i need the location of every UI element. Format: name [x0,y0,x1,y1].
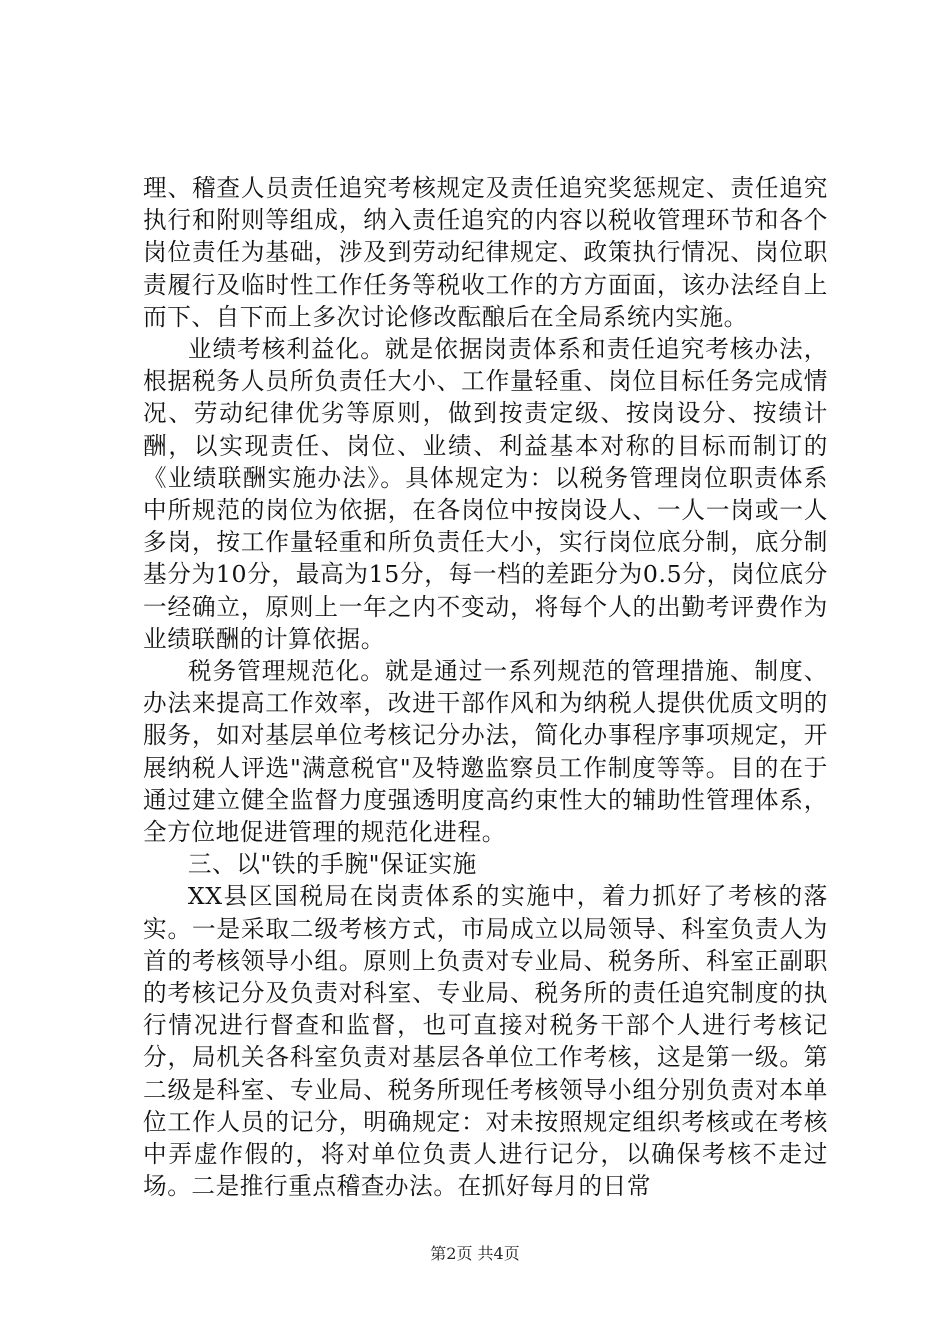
page-number-footer: 第2页 共4页 [430,1244,520,1263]
document-body [143,172,828,1203]
paragraph-4: XX县区国税局在岗责体系的实施中，着力抓好了考核的落实。一是采取二级考核方式，市局成立以局领导、科室负责人为首的考核领导小组。原则上负责对专业局、税务所、科室正副职的考核记分及负责对科室、专业局、税务所的责任追究制度的执行情况进行督查和监督，也可直接对税务干部个人进行考核记分，局机关各科室负责对基层各单位工作考核，这是第一级。第二级是科室、专业局、税务所现任考核领导小组分别负责对本单位工作人员的记分，明确规定：对未按照规定组织考核或在考核中弄虚作假的，将对单位负责人进行记分，以确保考核不走过场。二是推行重点稽查办法。在抓好每月的日常 [143,882,828,1201]
paragraph-2: 业绩考核利益化。就是依据岗责体系和责任追究考核办法，根据税务人员所负责任大小、工作量轻重、岗位目标任务完成情况、劳动纪律优劣等原则，做到按责定级、按岗设分、按绩计酬，以实现责任、岗位、业绩、利益基本对称的目标而制订的《业绩联酬实施办法》。具体规定为：以税务管理岗位职责体系中所规范的岗位为依据，在各岗位中按岗设人、一人一岗或一人多岗，按工作量轻重和所负责任大小，实行岗位底分制，底分制基分为10分，最高为15分，每一档的差距分为0.5分，岗位底分一经确立，原则上一年之内不变动，将每个人的出勤考评费作为业绩联酬的计算依据。 [143,335,828,653]
paragraph-1: 理、稽查人员责任追究考核规定及责任追究奖惩规定、责任追究执行和附则等组成，纳入责任追究的内容以税收管理环节和各个岗位责任为基础，涉及到劳动纪律规定、政策执行情况、岗位职责履行及临时性工作任务等税收工作的方方面面，该办法经自上而下、自下而上多次讨论修改酝酿后在全局系统内实施。 [143,174,828,331]
paragraph-3: 税务管理规范化。就是通过一系列规范的管理措施、制度、办法来提高工作效率，改进干部作风和为纳税人提供优质文明的服务，如对基层单位考核记分办法，简化办事程序事项规定，开展纳税人评选"满意税官"及特邀监察员工作制度等等。目的在于通过建立健全监督力度强透明度高约束性大的辅助性管理体系，全方位地促进管理的规范化进程。 [143,657,828,847]
section-heading: 三、以"铁的手腕"保证实施 [187,850,477,879]
